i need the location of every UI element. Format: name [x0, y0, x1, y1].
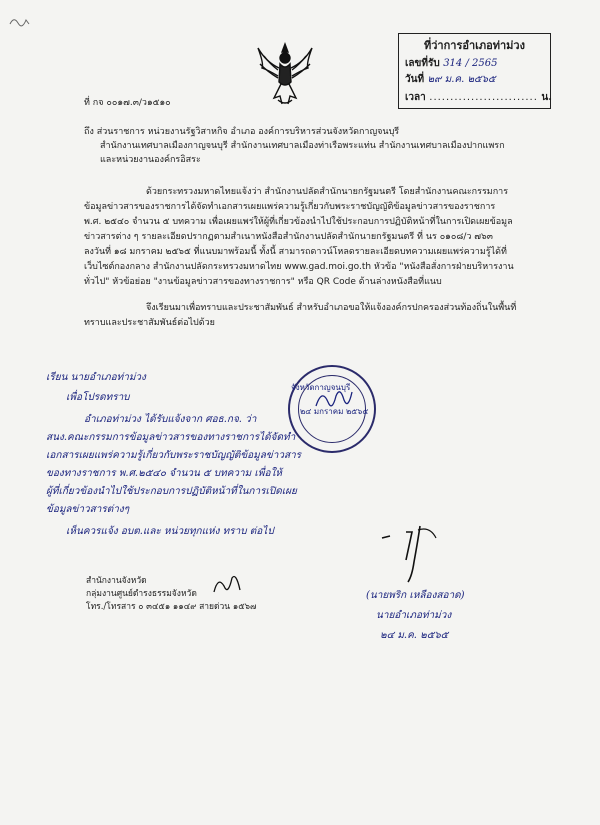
received-date-value: ๒๙ ม.ค. ๒๕๖๕: [427, 74, 496, 85]
signer-name: (นายพริก เหลืองสอาด): [366, 590, 465, 601]
body-line: ด้วยกระทรวงมหาดไทยแจ้งว่า สำนักงานปลัดสำนักนายกรัฐมนตรี โดยสำนักงานคณะกรรมการ: [146, 187, 509, 197]
body-line: ข้อมูลข่าวสารของราชการได้จัดทำเอกสารเผยแพร่ความรู้เกี่ยวกับพระราชบัญญัติข้อมูลข่าวสารของราชการ: [84, 202, 496, 212]
memo-salutation: เรียน นายอำเภอท่าม่วง: [46, 372, 146, 383]
body-line: เว็บไซต์กองกลาง สำนักงานปลัดกระทรวงมหาดไทย www.gad.moi.go.th หัวข้อ "หนังสือสั่งการฝ่ายบริหารงาน: [84, 262, 514, 272]
seal-date-text: ๒๔ มกราคม ๒๕๖๕: [300, 407, 369, 416]
footer-contact: โทร./โทรสาร ๐ ๓๔๕๑ ๑๑๔๙ สายด่วน ๑๕๖๗: [86, 602, 257, 612]
received-time-suffix: น.: [541, 92, 553, 103]
signer-title: นายอำเภอท่าม่วง: [376, 610, 452, 621]
body-line: ลงวันที่ ๑๘ มกราคม ๒๕๖๕ ที่แนบมาพร้อมนี้ ทั้งนี้ สามารถดาวน์โหลดรายละเอียดบทความเผยแพร่ความรู้ได้ที่: [84, 247, 507, 257]
memo-line: สนง.คณะกรรมการข้อมูลข่าวสารของทางราชการได้จัดทำ: [46, 432, 296, 443]
received-number-label: เลขที่รับ: [405, 58, 440, 69]
memo-recommendation: เห็นควรแจ้ง อบต.และ หน่วยทุกแห่ง ทราบ ต่อไป: [66, 526, 274, 537]
signer-date: ๒๔ ม.ค. ๒๕๖๕: [380, 630, 449, 641]
addressee-line: สำนักงานเทศบาลเมืองกาญจนบุรี สำนักงานเทศบาลเมืองท่าเรือพระแท่น สำนักงานเทศบาลเมืองปากแพรก: [100, 141, 505, 151]
official-signature: [312, 384, 356, 414]
memo-line: ผู้ที่เกี่ยวข้องนำไปใช้ประกอบการปฏิบัติหน้าที่ในการเปิดเผย: [46, 486, 297, 497]
footer-division: กลุ่มงานศูนย์ดำรงธรรมจังหวัด: [86, 589, 197, 599]
closing-line: จึงเรียนมาเพื่อทราบและประชาสัมพันธ์ สำหรับอำเภอขอให้แจ้งองค์กรปกครองส่วนท้องถิ่นในพื้นที่: [146, 303, 517, 313]
closing-line: ทราบและประชาสัมพันธ์ต่อไปด้วย: [84, 318, 215, 328]
memo-purpose: เพื่อโปรดทราบ: [66, 392, 130, 403]
seal-province-text: จังหวัดกาญจนบุรี: [291, 383, 351, 392]
district-chief-signature: [378, 520, 448, 586]
memo-line: เอกสารเผยแพร่ความรู้เกี่ยวกับพระราชบัญญัติข้อมูลข่าวสาร: [46, 450, 302, 461]
addressee-line: ถึง ส่วนราชการ หน่วยงานรัฐวิสาหกิจ อำเภอ องค์การบริหารส่วนจังหวัดกาญจนบุรี: [84, 127, 400, 137]
received-date-label: วันที่: [405, 74, 425, 85]
received-stamp-box: ที่ว่าการอำเภอท่าม่วง เลขที่รับ 314 / 2565 วันที่ ๒๙ ม.ค. ๒๕๖๕ เวลา .......................... น.: [398, 33, 551, 109]
footer-signature: [210, 570, 244, 600]
memo-line: ของทางราชการ พ.ศ.๒๕๔๐ จำนวน ๕ บทความ เพื่อให้: [46, 468, 282, 479]
received-stamp-title: ที่ว่าการอำเภอท่าม่วง: [424, 39, 525, 52]
received-time-label: เวลา: [405, 92, 426, 103]
reference-number: ที่ กจ ๐๐๑๗.๓/ว๑๕๑๐: [84, 98, 171, 108]
body-line: พ.ศ. ๒๕๔๐ จำนวน ๕ บทความ เพื่อเผยแพร่ให้ผู้ที่เกี่ยวข้องนำไปใช้ประกอบการปฏิบัติหน้าที่ในการเปิดเผยข้อมูล: [84, 217, 513, 227]
margin-scribble: [8, 14, 32, 28]
body-line: ข่าวสารต่าง ๆ รายละเอียดปรากฏตามสำเนาหนังสือสำนักงานปลัดสำนักนายกรัฐมนตรี ที่ นร ๐๑๐๘/ว ๗๖๓: [84, 232, 493, 242]
addressee-line: และหน่วยงานองค์กรอิสระ: [100, 155, 201, 165]
memo-line: อำเภอท่าม่วง ได้รับแจ้งจาก ศอธ.กจ. ว่า: [84, 414, 257, 425]
received-number-value: 314 / 2565: [443, 58, 498, 69]
memo-line: ข้อมูลข่าวสารต่างๆ: [46, 504, 130, 515]
footer-office: สำนักงานจังหวัด: [86, 576, 147, 586]
body-line: ทั่วไป" หัวข้อย่อย "งานข้อมูลข่าวสารของทางราชการ" หรือ QR Code ด้านล่างหนังสือที่แนบ: [84, 277, 442, 287]
garuda-emblem-icon: [254, 38, 316, 108]
